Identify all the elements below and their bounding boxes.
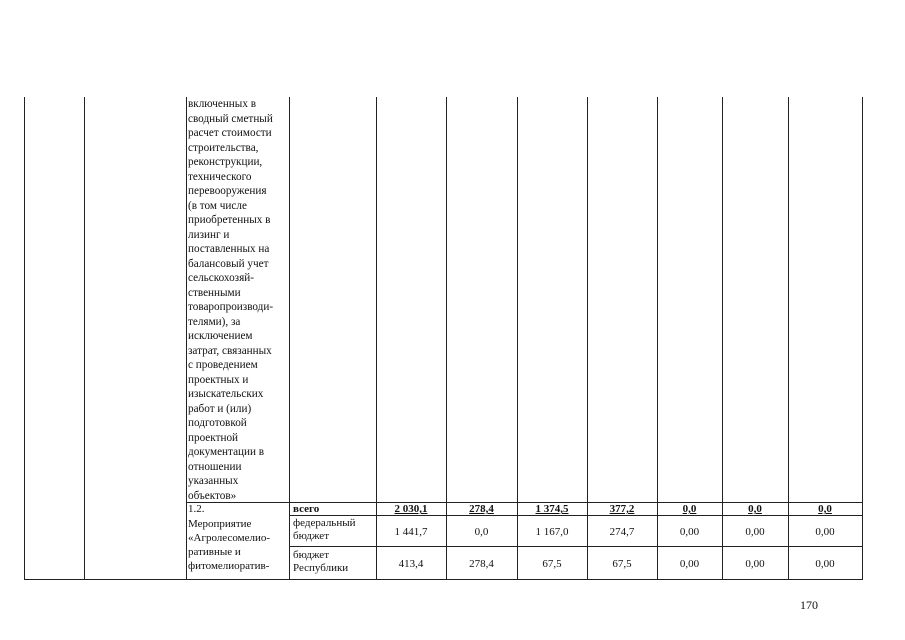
- table-bottom-border: [24, 579, 863, 580]
- value-federal-sum: 1 441,7: [394, 526, 428, 538]
- value-federal-year6: 0,00: [815, 526, 835, 538]
- value-republic-year3: 67,5: [612, 558, 632, 570]
- value-republic-year5: 0,00: [745, 558, 765, 570]
- value-federal-year4: 0,00: [679, 526, 700, 538]
- value-federal-year3: 274,7: [609, 526, 635, 538]
- column-border: [84, 97, 85, 580]
- value-total-year3: 377,2: [609, 503, 635, 515]
- value-federal-year2: 1 167,0: [535, 526, 569, 538]
- column-border: [186, 97, 187, 580]
- value-republic-sum: 413,4: [398, 558, 424, 570]
- row-border: [289, 546, 863, 547]
- funding-source-total: всего: [293, 503, 320, 515]
- measure-number: 1.2.: [188, 503, 205, 515]
- value-republic-year4: 0,00: [679, 558, 700, 570]
- value-total-year2: 1 374,5: [535, 503, 569, 515]
- measure-name: Мероприятие «Агролесомелио- ративные и фитомелиоратив-: [188, 518, 271, 572]
- value-total-year5: 0,0: [748, 503, 762, 515]
- value-republic-year1: 278,4: [469, 558, 494, 570]
- page-number: 170: [800, 598, 818, 612]
- value-republic-year6: 0,00: [815, 558, 835, 570]
- funding-source-republic: бюджет Республики: [293, 549, 349, 574]
- value-republic-year2: 67,5: [542, 558, 562, 570]
- value-total-sum: 2 030,1: [394, 503, 428, 515]
- row-border: [289, 515, 863, 516]
- funding-source-federal: федеральный бюджет: [293, 517, 356, 542]
- column-border: [862, 97, 863, 580]
- measure-description-continued: включенных в сводный сметный расчет стоимости строительства, реконструкции, технического перевооружения (в том числе приобретенных в лизинг и поставленных на балансовый учет сельскохозяй- ственными товаропроизводи- телями), за исключением затрат, связанных с проведением проектных и изыскательских работ и (или) подготовкой проектной документации в отношении указанных объектов»: [188, 98, 274, 502]
- value-total-year1: 278,4: [469, 503, 494, 515]
- value-federal-year1: 0,0: [474, 526, 489, 538]
- value-federal-year5: 0,00: [745, 526, 765, 538]
- value-total-year6: 0,0: [818, 503, 832, 515]
- value-total-year4: 0,0: [682, 503, 697, 515]
- column-border: [24, 97, 25, 580]
- column-border: [289, 97, 290, 580]
